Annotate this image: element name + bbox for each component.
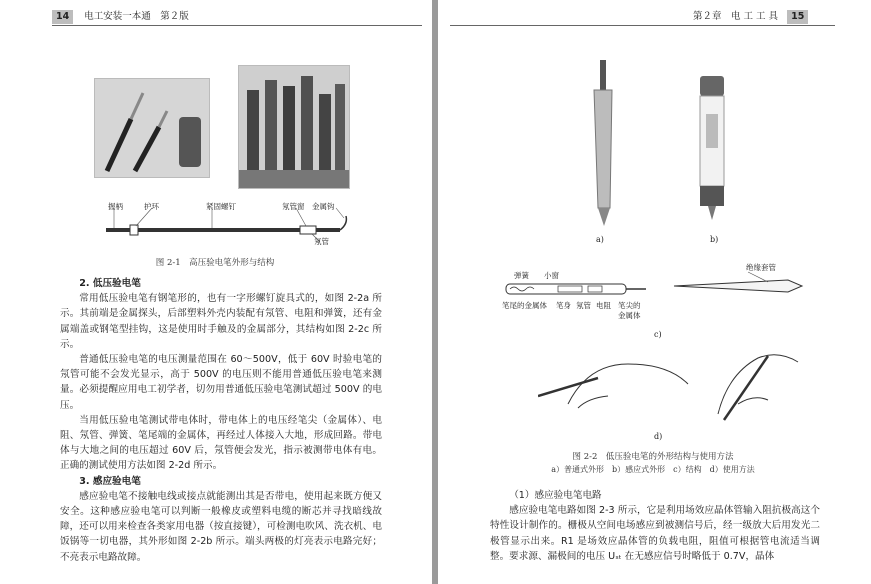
high-voltage-tester-photo bbox=[94, 78, 210, 178]
heading-induction-tester: 3. 感应验电笔 bbox=[79, 475, 141, 487]
left-page-header bbox=[52, 10, 189, 24]
label-insulation-sleeve: 绝缘套管 bbox=[746, 263, 776, 272]
paragraph-induction-circuit: 感应验电笔电路如图 2-3 所示，它是利用场效应晶体管输入阻抗极高这个特性设计制作的。栅极从空间电场感应到被测信号后，经一级放大后用发光二极管显示出来。R1 是场效应晶体管的负载电阻，阻值可根据管电流适当调整。要求源、漏极间的电压 Uₛₜ 在无感应信号时略低于 0.7V，晶体 bbox=[490, 505, 820, 562]
label-tip-metal-2: 金属体 bbox=[618, 311, 641, 320]
label-neon-tube: 氖管 bbox=[314, 237, 329, 246]
paragraph-induction-1: 感应验电笔不接触电线或接点就能测出其是否带电，使用起来既方便又安全。这种感应验电笔可以判断一般橡皮或塑料电缆的断芯并寻找暗线故障，还可以用来检查各类家用电器（按直接键），可检测电吹风、洗衣机、电饭锅等一切电器，其外形如图 2-2b 所示。端头两极的灯亮表示电路完好；不亮表示电路故障。 bbox=[60, 490, 382, 563]
label-neon-window: 氖管窗 bbox=[282, 202, 305, 211]
label-tail-metal: 笔尾的金属体 bbox=[502, 301, 547, 310]
left-header-rule bbox=[52, 25, 422, 26]
paragraph-low-voltage-2: 普通低压验电笔的电压测量范围在 60～500V，低于 60V 时验电笔的氖管可能不会发光显示，高于 500V 的电压则不能用普通低压验电笔来测量。必须提醒应用电工初学者，切勿用普通低压验电笔测试超过 500V 的电压。 bbox=[60, 354, 382, 411]
left-page-number: 14 bbox=[52, 10, 73, 24]
label-spring: 弹簧 bbox=[514, 271, 529, 280]
right-page bbox=[438, 0, 871, 584]
subfig-a-label: a) bbox=[596, 235, 604, 244]
tester-usage-diagram bbox=[538, 344, 808, 424]
normal-tester-photo bbox=[580, 58, 628, 228]
label-grip: 握柄 bbox=[108, 202, 123, 211]
chapter-title: 第２章 电 工 工 具 bbox=[693, 11, 779, 22]
figure-2-2-subcaption: a）普通式外形 b）感应式外形 c）结构 d）使用方法 bbox=[551, 465, 755, 474]
paragraph-low-voltage-1: 常用低压验电笔有钢笔形的，也有一字形螺钉旋具式的，如图 2-2a 所示。其前端是金属探头，后部塑料外壳内装配有氖管、电阻和弹簧，还有金属端盖或钢笔型挂钩，这是使用时手触及的金属部分，其结构如图 2-2c 所示。 bbox=[60, 293, 382, 350]
subfig-c-label: c) bbox=[654, 330, 662, 339]
heading-low-voltage-tester: 2. 低压验电笔 bbox=[79, 278, 141, 289]
label-resistor: 电阻 bbox=[596, 301, 611, 310]
label-small-window: 小窗 bbox=[544, 271, 559, 280]
paragraph-low-voltage-3: 当用低压验电笔测试带电体时，带电体上的电压经笔尖（金属体）、电阻、氖管、弹簧、笔尾端的金属体，再经过人体接入大地，形成回路。带电体与大地之间的电压超过 60V 后，氖管便会发光，指示被测带电体有电。正确的测试使用方法如图 2-2d 所示。 bbox=[60, 414, 382, 472]
label-fastening-screw: 紧固螺钉 bbox=[206, 202, 236, 211]
figure-2-2-caption: 图 2-2 低压验电笔的外形结构与使用方法 bbox=[572, 452, 734, 462]
label-tip-metal-1: 笔尖的 bbox=[618, 301, 641, 310]
label-neon: 氖管 bbox=[576, 301, 591, 310]
left-body-text bbox=[60, 276, 382, 565]
right-page-number: 15 bbox=[787, 10, 808, 24]
subfig-d-label: d) bbox=[654, 432, 663, 441]
label-pen-body: 笔身 bbox=[556, 301, 571, 310]
heading-induction-circuit: （1）感应验电笔电路 bbox=[509, 490, 602, 501]
label-metal-hook: 金属钩 bbox=[312, 202, 335, 211]
figure-2-1-caption: 图 2-1 高压验电笔外形与结构 bbox=[155, 258, 275, 268]
label-guard-ring: 护环 bbox=[144, 202, 159, 211]
induction-tester-photo bbox=[694, 74, 730, 222]
tester-rack-photo bbox=[238, 65, 350, 189]
right-header-rule bbox=[450, 25, 835, 26]
left-page bbox=[0, 0, 432, 584]
right-body-text bbox=[490, 488, 820, 564]
subfig-b-label: b) bbox=[710, 235, 719, 244]
book-title: 电工安装一本通 第２版 bbox=[84, 11, 189, 22]
right-page-header bbox=[693, 10, 808, 24]
